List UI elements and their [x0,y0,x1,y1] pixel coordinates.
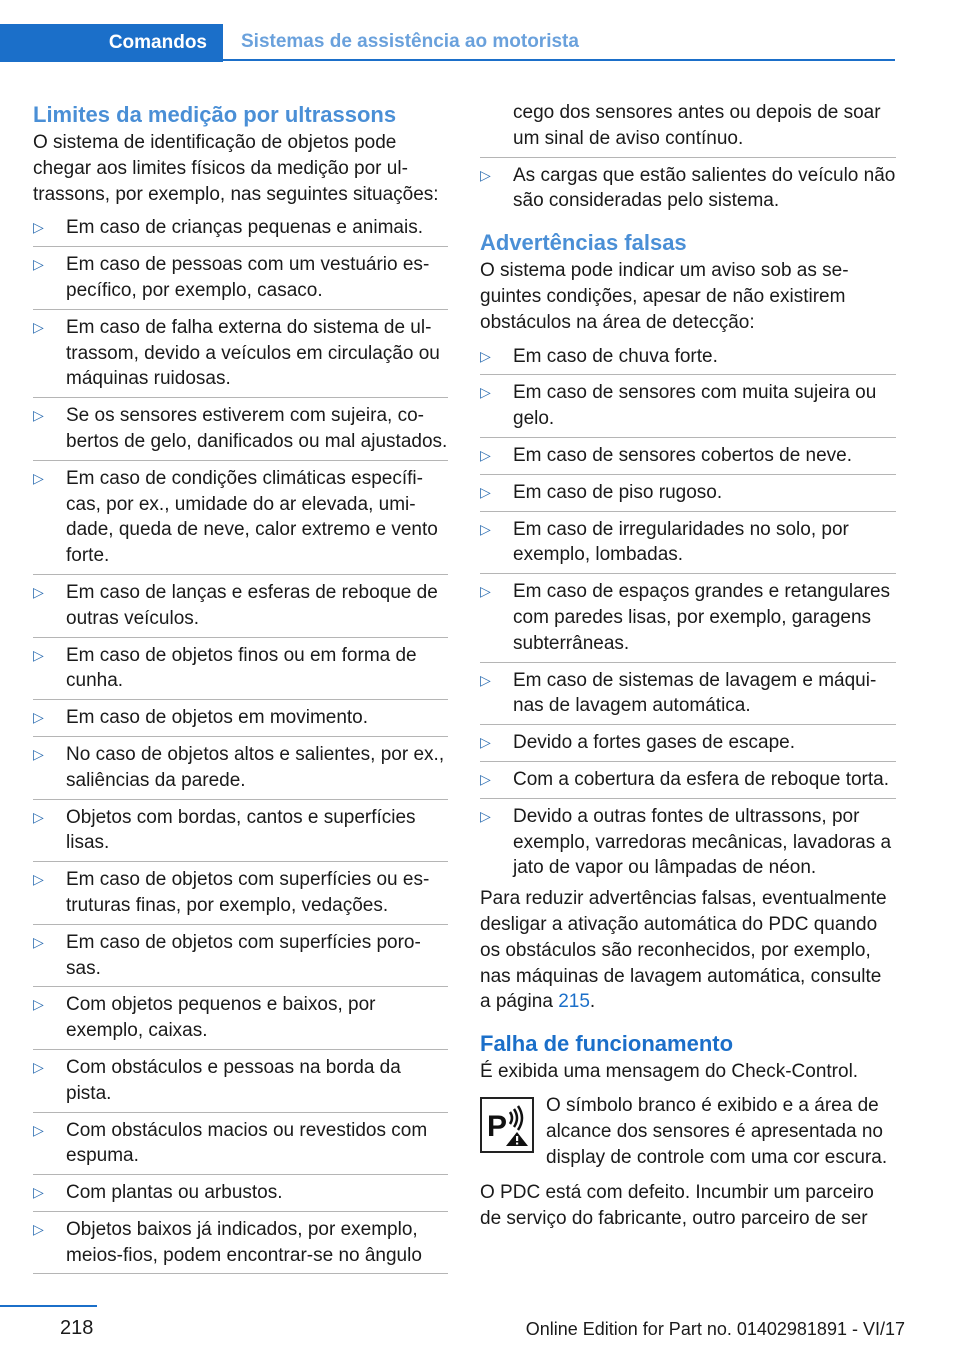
list-item [33,315,448,398]
list-item-text: Em caso de lanças e esferas de reboque de outras veículos. [66,581,438,629]
list-item [33,403,448,461]
page-header [0,24,895,62]
list-item [480,517,896,575]
triangle-bullet-icon: ▷ [480,166,491,183]
final-paragraph: O PDC está com defeito. Incumbir um parceiro de serviço do fabricante, outro parceiro de ser [480,1182,874,1230]
intro-ultrasound: O sistema de identificação de objetos pode chegar aos limites físicos da medição por ultrassons, por exemplo, nas seguintes situações: [33,132,439,205]
list-item [33,867,448,925]
triangle-bullet-icon: ▷ [33,996,44,1013]
list-item-text: Em caso de objetos finos ou em forma de cunha. [66,644,417,692]
paragraph-end: . [589,991,596,1013]
list-item-text: Em caso de objetos com superfícies porosas. [66,931,421,979]
paragraph-reduce-warnings [480,886,896,1015]
list-item [33,992,448,1050]
list-item-text: As cargas que estão salientes do veículo não são consideradas pelo sistema. [513,164,896,212]
list-item [480,579,896,662]
list-item-text: Em caso de condições climáticas específicas, por ex., umidade do ar elevada, umidade, queda de neve, calor extremo e vento forte. [66,467,438,567]
triangle-bullet-icon: ▷ [480,347,491,364]
list-item [33,705,448,737]
list-item [480,443,896,475]
triangle-bullet-icon: ▷ [480,384,491,401]
list-item [480,344,896,376]
triangle-bullet-icon: ▷ [33,933,44,950]
svg-text:P: P [487,1109,508,1143]
list-item [33,1217,448,1275]
triangle-bullet-icon: ▷ [33,583,44,600]
list-item-text: Em caso de pessoas com um vestuário específico, por exemplo, casaco. [66,254,430,301]
paragraph-text: Para reduzir advertências falsas, eventualmente desligar a ativação automática do PDC quando os obstáculos são reconhecidos, por exemplo, nas máquinas de lavagem automática, consulte a página [480,888,887,1013]
false-warnings-list [480,344,896,882]
list-item [480,804,896,881]
triangle-bullet-icon: ▷ [33,1220,44,1237]
triangle-bullet-icon: ▷ [480,446,491,463]
list-item [480,767,896,799]
triangle-bullet-icon: ▷ [480,483,491,500]
list-item-text: Em caso de piso rugoso. [513,481,723,503]
pdc-warning-icon [480,1097,534,1153]
ultrasound-limits-list-cont [480,163,896,215]
list-item [480,668,896,726]
triangle-bullet-icon: ▷ [33,871,44,888]
icon-description: O símbolo branco é exibido e a área de alcance dos sensores é apresentada no display de controle com uma cor escura. [546,1094,888,1168]
list-item-text: Em caso de irregularidades no solo, por exemplo, lombadas. [513,518,849,566]
triangle-bullet-icon: ▷ [480,671,491,688]
list-item-text: Em caso de crianças pequenas e animais. [66,217,423,239]
list-item-text: Devido a outras fontes de ultrassons, por exemplo, varredoras mecânicas, lavadoras a jato de vapor ou lâmpadas de néon. [513,805,892,879]
triangle-bullet-icon: ▷ [480,734,491,751]
right-column [480,100,896,1240]
list-item [33,1118,448,1176]
list-item-text: Em caso de sensores cobertos de neve. [513,444,853,466]
left-column [33,100,448,1279]
list-item-text: Com objetos pequenos e baixos, por exemplo, caixas. [66,994,376,1042]
list-item [33,930,448,988]
triangle-bullet-icon: ▷ [33,318,44,335]
list-item-text: Se os sensores estiverem com sujeira, cobertos de gelo, danificados ou mal ajustados. [66,405,448,452]
list-item-text: Objetos com bordas, cantos e superfícies lisas. [66,806,416,854]
list-item-text: Em caso de objetos em movimento. [66,707,369,729]
list-item-text: Devido a fortes gases de escape. [513,732,796,754]
triangle-bullet-icon: ▷ [33,1121,44,1138]
list-item [480,730,896,762]
list-item [33,643,448,701]
list-item [33,1055,448,1113]
intro-false-warnings: O sistema pode indicar um aviso sob as seguintes condições, apesar de não existirem obstáculos na área de detecção: [480,260,849,333]
list-item-text: Com obstáculos macios ou revestidos com espuma. [66,1119,428,1167]
triangle-bullet-icon: ▷ [33,256,44,273]
list-item-text: Em caso de espaços grandes e retangulares com paredes lisas, por exemplo, garagens subterrâneas. [513,581,891,654]
list-item [33,466,448,575]
triangle-bullet-icon: ▷ [480,770,491,787]
triangle-bullet-icon: ▷ [33,407,44,424]
pdc-icon-block [480,1093,896,1170]
triangle-bullet-icon: ▷ [33,709,44,726]
triangle-bullet-icon: ▷ [33,1184,44,1201]
list-item-text: Com obstáculos e pessoas na borda da pista. [66,1056,401,1104]
heading-false-warnings: Advertências falsas [480,230,687,256]
list-item-text: Em caso de sistemas de lavagem e máquinas de lavagem automática. [513,669,877,717]
list-item-text: Em caso de sensores com muita sujeira ou gelo. [513,382,877,430]
list-item-text: Objetos baixos já indicados, por exemplo, meios-fios, podem encontrar-se no ângulo [66,1218,422,1266]
list-item-text: No caso de objetos altos e salientes, por ex., saliências da parede. [66,743,445,791]
triangle-bullet-icon: ▷ [33,745,44,762]
edition-info: Online Edition for Part no. 01402981891 - VI/17 [525,1319,905,1339]
list-item [480,480,896,512]
triangle-bullet-icon: ▷ [33,219,44,236]
list-item [33,580,448,638]
list-item-text: Com a cobertura da esfera de reboque torta. [513,768,890,790]
heading-ultrasound-limits: Limites da medição por ultrassons [33,102,397,127]
heading-malfunction: Falha de funcionamento [480,1031,734,1057]
list-item [33,1180,448,1212]
section-tab[interactable]: Comandos [0,24,223,62]
list-item-text: Em caso de objetos com superfícies ou estruturas finas, por exemplo, vedações. [66,869,430,916]
list-item [33,805,448,863]
divider [480,157,896,158]
footer-rule [0,1305,97,1307]
triangle-bullet-icon: ▷ [480,583,491,600]
triangle-bullet-icon: ▷ [33,469,44,486]
page-link-215[interactable]: 215 [558,991,590,1013]
list-item [480,380,896,438]
list-item-text: Com plantas ou arbustos. [66,1182,283,1204]
ultrasound-limits-list [33,215,448,1274]
list-item-text: Em caso de chuva forte. [513,345,718,367]
list-item [480,163,896,215]
triangle-bullet-icon: ▷ [480,807,491,824]
triangle-bullet-icon: ▷ [33,1058,44,1075]
check-control-message: É exibida uma mensagem do Check-Control. [480,1061,859,1083]
list-item [33,742,448,800]
header-rule [223,59,895,61]
triangle-bullet-icon: ▷ [33,808,44,825]
chapter-title[interactable]: Sistemas de assistência ao motorista [241,31,579,52]
triangle-bullet-icon: ▷ [33,646,44,663]
list-item [33,252,448,310]
list-item-text: Em caso de falha externa do sistema de ultrassom, devido a veículos em circulação ou máquinas ruidosas. [66,316,440,390]
triangle-bullet-icon: ▷ [480,520,491,537]
list-continuation: cego dos sensores antes ou depois de soar um sinal de aviso contínuo. [513,102,881,149]
page-number: 218 [60,1317,94,1339]
list-item [33,215,448,247]
